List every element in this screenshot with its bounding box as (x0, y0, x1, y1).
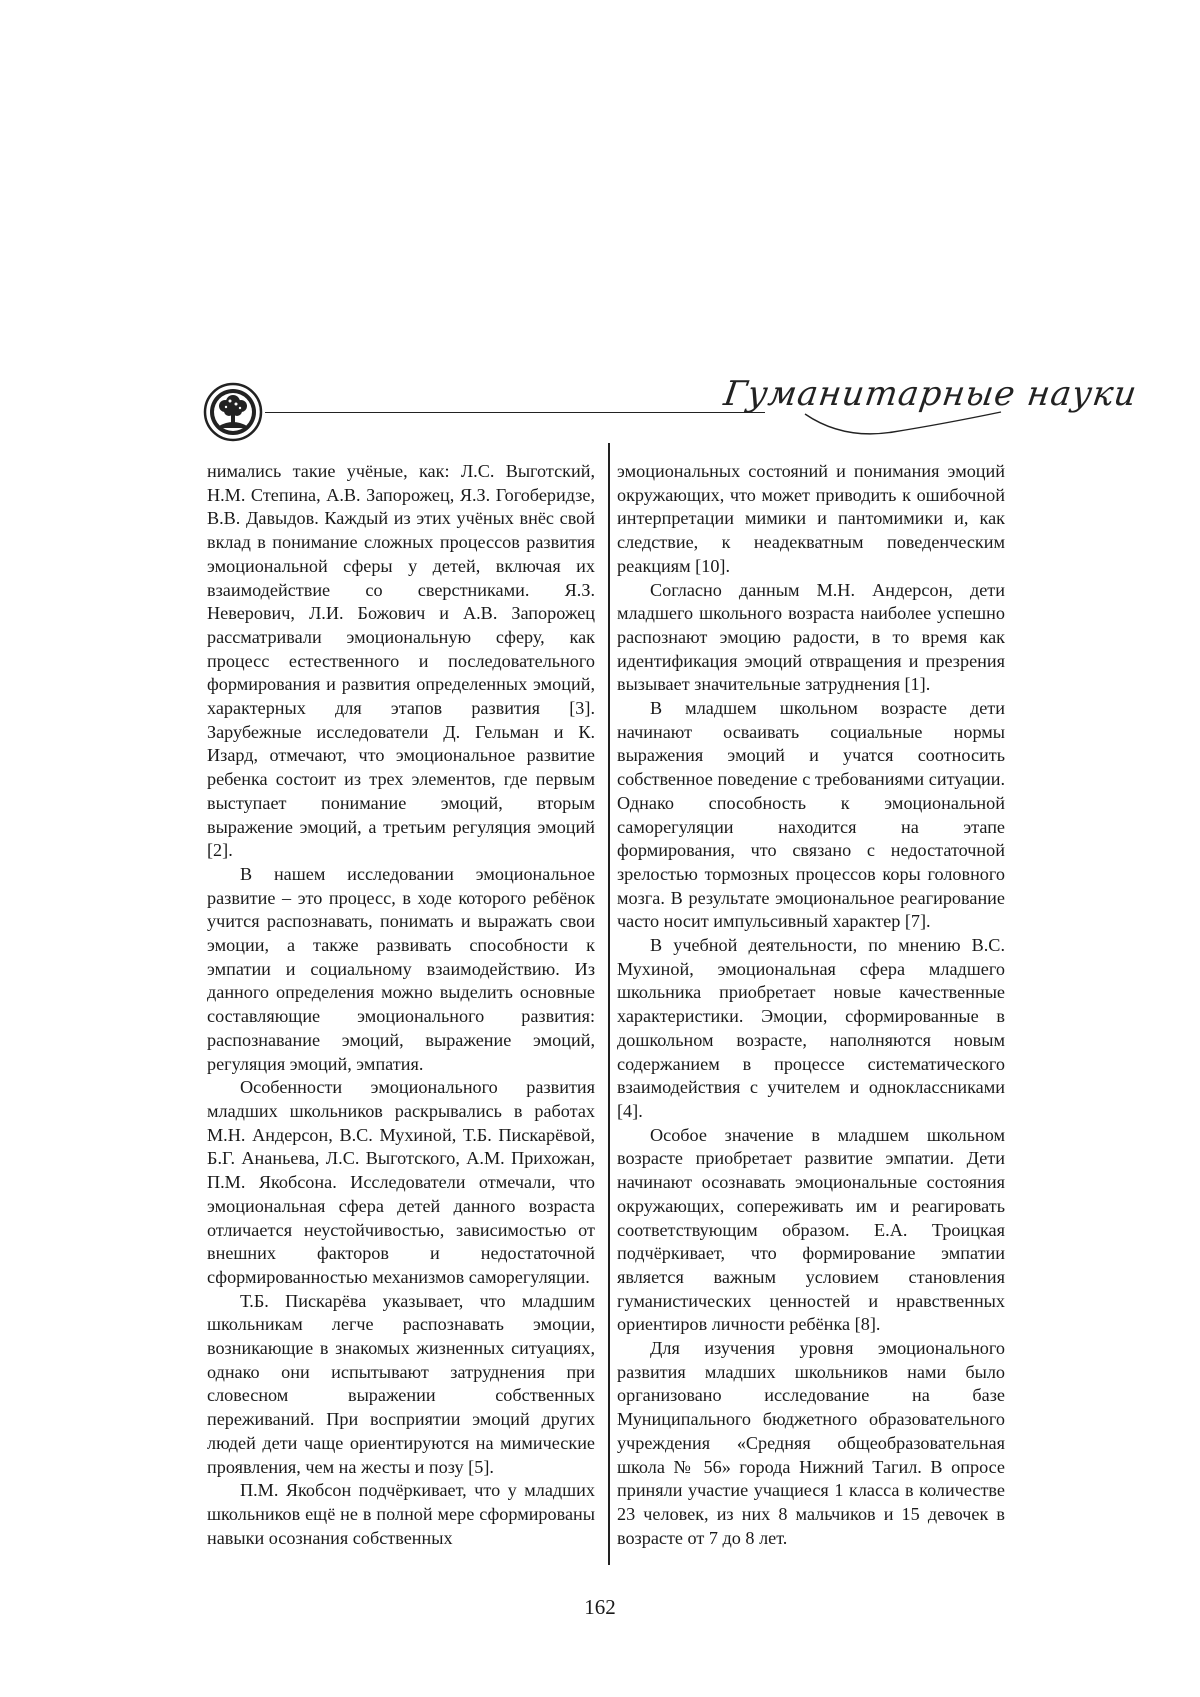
page-number: 162 (584, 1595, 616, 1619)
paragraph: нимались такие учёные, как: Л.С. Выготский, Н.М. Степина, А.В. Запорожец, Я.З. Гогоберидзе, В.В. Давыдов. Каждый из этих учёных внёс свой вклад в понимание сложных процессов развития эмоциональной сферы у детей, включая их взаимодействие со сверстниками. Я.З. Неверович, Л.И. Божович и А.В. Запорожец рассматривали эмоциональную сферу, как процесс естественного и последовательного формирования и развития определенных эмоций, характерных для этапов развития [3]. Зарубежные исследователи Д. Гельман и К. Изард, отмечают, что эмоциональное развитие ребенка состоит из трех элементов, где первым выступает понимание эмоций, вторым выражение эмоций, а третьим регуляция эмоций [2]. (207, 461, 595, 861)
paragraph: Для изучения уровня эмоционального развития младших школьников нами было организовано исследование на базе Муниципального бюджетного образовательного учреждения «Средняя общеобразовательная школа № 56» города Нижний Тагил. В опросе приняли участие учащиеся 1 класса в количестве 23 человек, из них 8 мальчиков и 15 девочек в возрасте от 7 до 8 лет. (617, 1338, 1005, 1548)
paragraph: В учебной деятельности, по мнению В.С. Мухиной, эмоциональная сфера младшего школьника приобретает новые качественные характеристики. Эмоции, сформированные в дошкольном возрасте, наполняются новым содержанием в процессе систематического взаимодействия с учителем и одноклассниками [4]. (617, 935, 1005, 1121)
right-column (617, 460, 1005, 1550)
header-rule (265, 412, 765, 413)
column-divider (608, 443, 610, 1565)
paragraph: Т.Б. Пискарёва указывает, что младшим школьникам легче распознавать эмоции, возникающие в знакомых жизненных ситуациях, однако они испытывают затруднения при словесном выражении собственных переживаний. При восприятии эмоций других людей дети чаще ориентируются на мимические проявления, чем на жесты и позу [5]. (207, 1290, 595, 1477)
paragraph: Согласно данным М.Н. Андерсон, дети младшего школьного возраста наиболее успешно распознают эмоцию радости, в то время как идентификация эмоций отвращения и презрения вызывает значительные затруднения [1]. (617, 579, 1005, 695)
page-header (203, 374, 1140, 444)
left-column (207, 460, 595, 1550)
paragraph: Особенности эмоционального развития младших школьников раскрывались в работах М.Н. Андерсон, В.С. Мухиной, Т.Б. Пискарёвой, Б.Г. Ананьева, Л.С. Выготского, А.М. Прихожан, П.М. Якобсона. Исследователи отмечали, что эмоциональная сфера детей данного возраста отличается неустойчивостью, зависимостью от внешних факторов и недостаточной сформированностью механизмов саморегуляции. (207, 1077, 595, 1287)
title-swash-ornament (803, 410, 1003, 442)
paragraph: П.М. Якобсон подчёркивает, что у младших школьников ещё не в полной мере сформированы навыки осознания собственных (207, 1480, 595, 1548)
tree-emblem-icon (203, 382, 263, 442)
paragraph: В младшем школьном возрасте дети начинают осваивать социальные нормы выражения эмоций и учатся соотносить собственное поведение с требованиями ситуации. Однако способность к эмоциональной саморегуляции находится на этапе формирования, что связано с недостаточной зрелостью тормозных процессов коры головного мозга. В результате эмоциональное реагирование часто носит импульсивный характер [7]. (617, 698, 1005, 932)
paragraph: Особое значение в младшем школьном возрасте приобретает развитие эмпатии. Дети начинают осознавать эмоциональные состояния окружающих, сопереживать им и реагировать соответствующим образом. Е.А. Троицкая подчёркивает, что формирование эмпатии является важным условием становления гуманистических ценностей и нравственных ориентиров личности ребёнка [8]. (617, 1124, 1005, 1335)
section-title: Гуманитарные науки (721, 374, 1140, 414)
paragraph: В нашем исследовании эмоциональное развитие – это процесс, в ходе которого ребёнок учится распознавать, понимать и выражать свои эмоции, а также развивать способности к эмпатии и социальному взаимодействию. Из данного определения можно выделить основные составляющие эмоционального развития: распознавание эмоций, выражение эмоций, регуляция эмоций, эмпатия. (207, 863, 595, 1074)
paragraph: эмоциональных состояний и понимания эмоций окружающих, что может приводить к ошибочной интерпретации мимики и пантомимики и, как следствие, к неадекватным поведенческим реакциям [10]. (617, 461, 1005, 576)
